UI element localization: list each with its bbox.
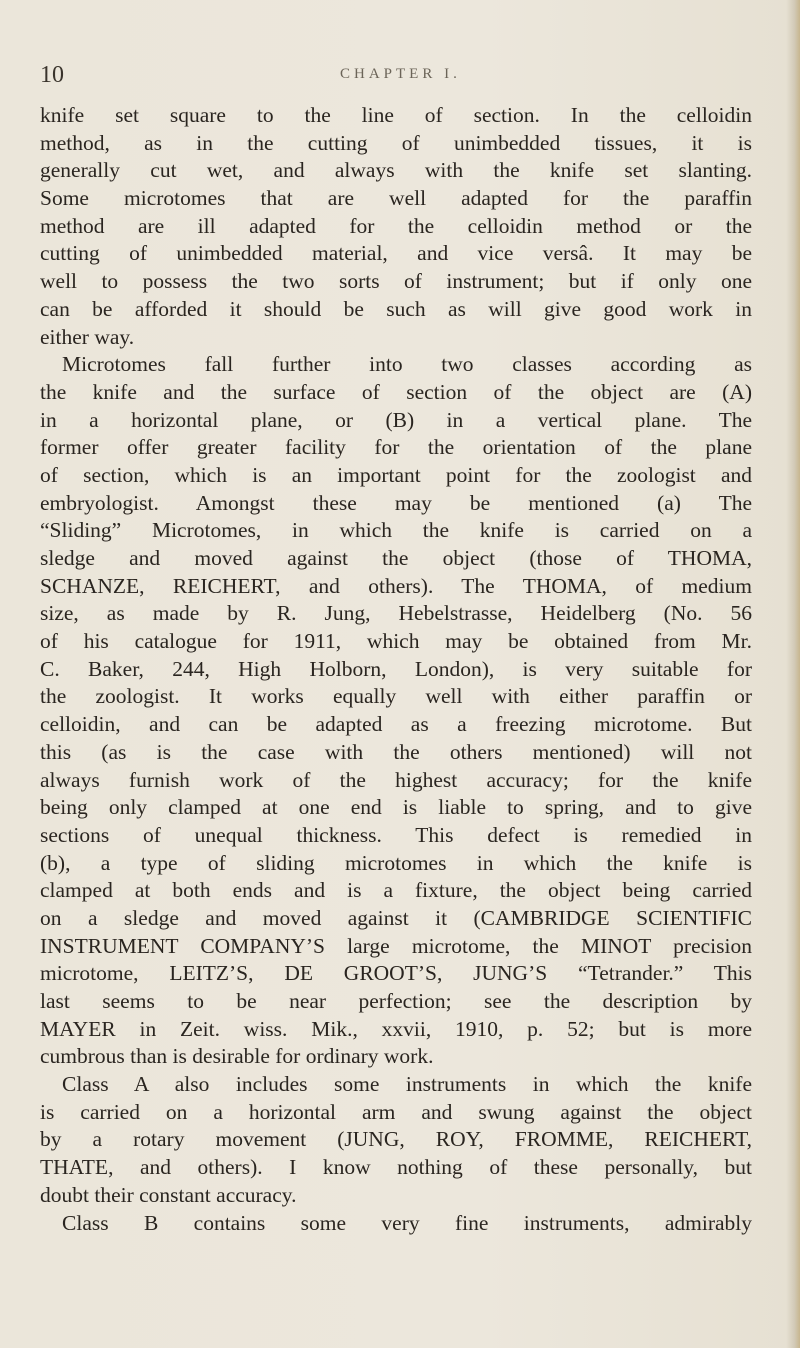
text-line: always furnish work of the highest accuracy; for the knife <box>40 767 752 792</box>
text-line: generally cut wet, and always with the knife set slanting. <box>40 158 752 183</box>
text-line: is carried on a horizontal arm and swung against the object <box>40 1099 752 1124</box>
page-number: 10 <box>40 62 64 88</box>
running-head <box>40 62 740 88</box>
text-line: can be afforded it should be such as will give good work in <box>40 296 752 321</box>
text-line: C. Baker, 244, High Holborn, London), is very suitable for <box>40 656 752 681</box>
text-line: knife set square to the line of section. In the celloidin <box>40 103 752 127</box>
text-line: method, as in the cutting of unimbedded tissues, it is <box>40 130 752 155</box>
text-line: on a sledge and moved against it (CAMBRIDGE SCIENTIFIC <box>40 905 752 930</box>
text-line: by a rotary movement (JUNG, ROY, FROMME, REICHERT, <box>40 1127 752 1152</box>
text-line: Class A also includes some instruments in which the knife <box>62 1072 752 1097</box>
text-line: SCHANZE, REICHERT, and others). The THOMA, of medium <box>40 573 752 598</box>
text-line: Class B contains some very fine instruments, admirably <box>62 1210 752 1235</box>
text-line: of section, which is an important point for the zoologist and <box>40 462 752 487</box>
text-line: this (as is the case with the others mentioned) will not <box>40 739 752 764</box>
text-line: in a horizontal plane, or (B) in a vertical plane. The <box>40 407 752 432</box>
text-line: size, as made by R. Jung, Hebelstrasse, Heidelberg (No. 56 <box>40 601 752 626</box>
text-line: embryologist. Amongst these may be mentioned (a) The <box>40 490 752 515</box>
text-line: Some microtomes that are well adapted for the paraffin <box>40 186 752 211</box>
text-line: cutting of unimbedded material, and vice versâ. It may be <box>40 241 752 266</box>
body-text <box>40 102 752 1237</box>
text-line: MAYER in Zeit. wiss. Mik., xxvii, 1910, p. 52; but is more <box>40 1016 752 1041</box>
text-line: well to possess the two sorts of instrument; but if only one <box>40 269 752 294</box>
text-line: last seems to be near perfection; see the description by <box>40 989 752 1013</box>
page-edge <box>786 0 800 1348</box>
text-line: THATE, and others). I know nothing of these personally, but <box>40 1155 752 1180</box>
text-line: method are ill adapted for the celloidin method or the <box>40 213 752 238</box>
text-line: cumbrous than is desirable for ordinary work. <box>40 1044 434 1069</box>
text-line: doubt their constant accuracy. <box>40 1182 297 1207</box>
text-line: being only clamped at one end is liable to spring, and to give <box>40 795 752 820</box>
text-line: (b), a type of sliding microtomes in which the knife is <box>40 850 752 875</box>
text-line: of his catalogue for 1911, which may be obtained from Mr. <box>40 629 752 654</box>
text-line: sledge and moved against the object (those of THOMA, <box>40 546 752 570</box>
text-line: clamped at both ends and is a fixture, the object being carried <box>40 878 752 903</box>
text-line: either way. <box>40 324 135 349</box>
text-line: the knife and the surface of section of the object are (A) <box>40 379 752 404</box>
text-line: former offer greater facility for the orientation of the plane <box>40 435 752 460</box>
text-line: Microtomes fall further into two classes according as <box>62 352 752 377</box>
text-line: celloidin, and can be adapted as a freezing microtome. But <box>40 712 752 737</box>
text-line: the zoologist. It works equally well with either paraffin or <box>40 684 752 709</box>
text-line: microtome, LEITZ’S, DE GROOT’S, JUNG’S “Tetrander.” This <box>40 961 752 986</box>
text-line: INSTRUMENT COMPANY’S large microtome, the MINOT precision <box>40 933 752 958</box>
text-line: “Sliding” Microtomes, in which the knife is carried on a <box>40 518 752 543</box>
chapter-heading: CHAPTER I. <box>340 66 461 82</box>
text-line: sections of unequal thickness. This defect is remedied in <box>40 822 752 847</box>
